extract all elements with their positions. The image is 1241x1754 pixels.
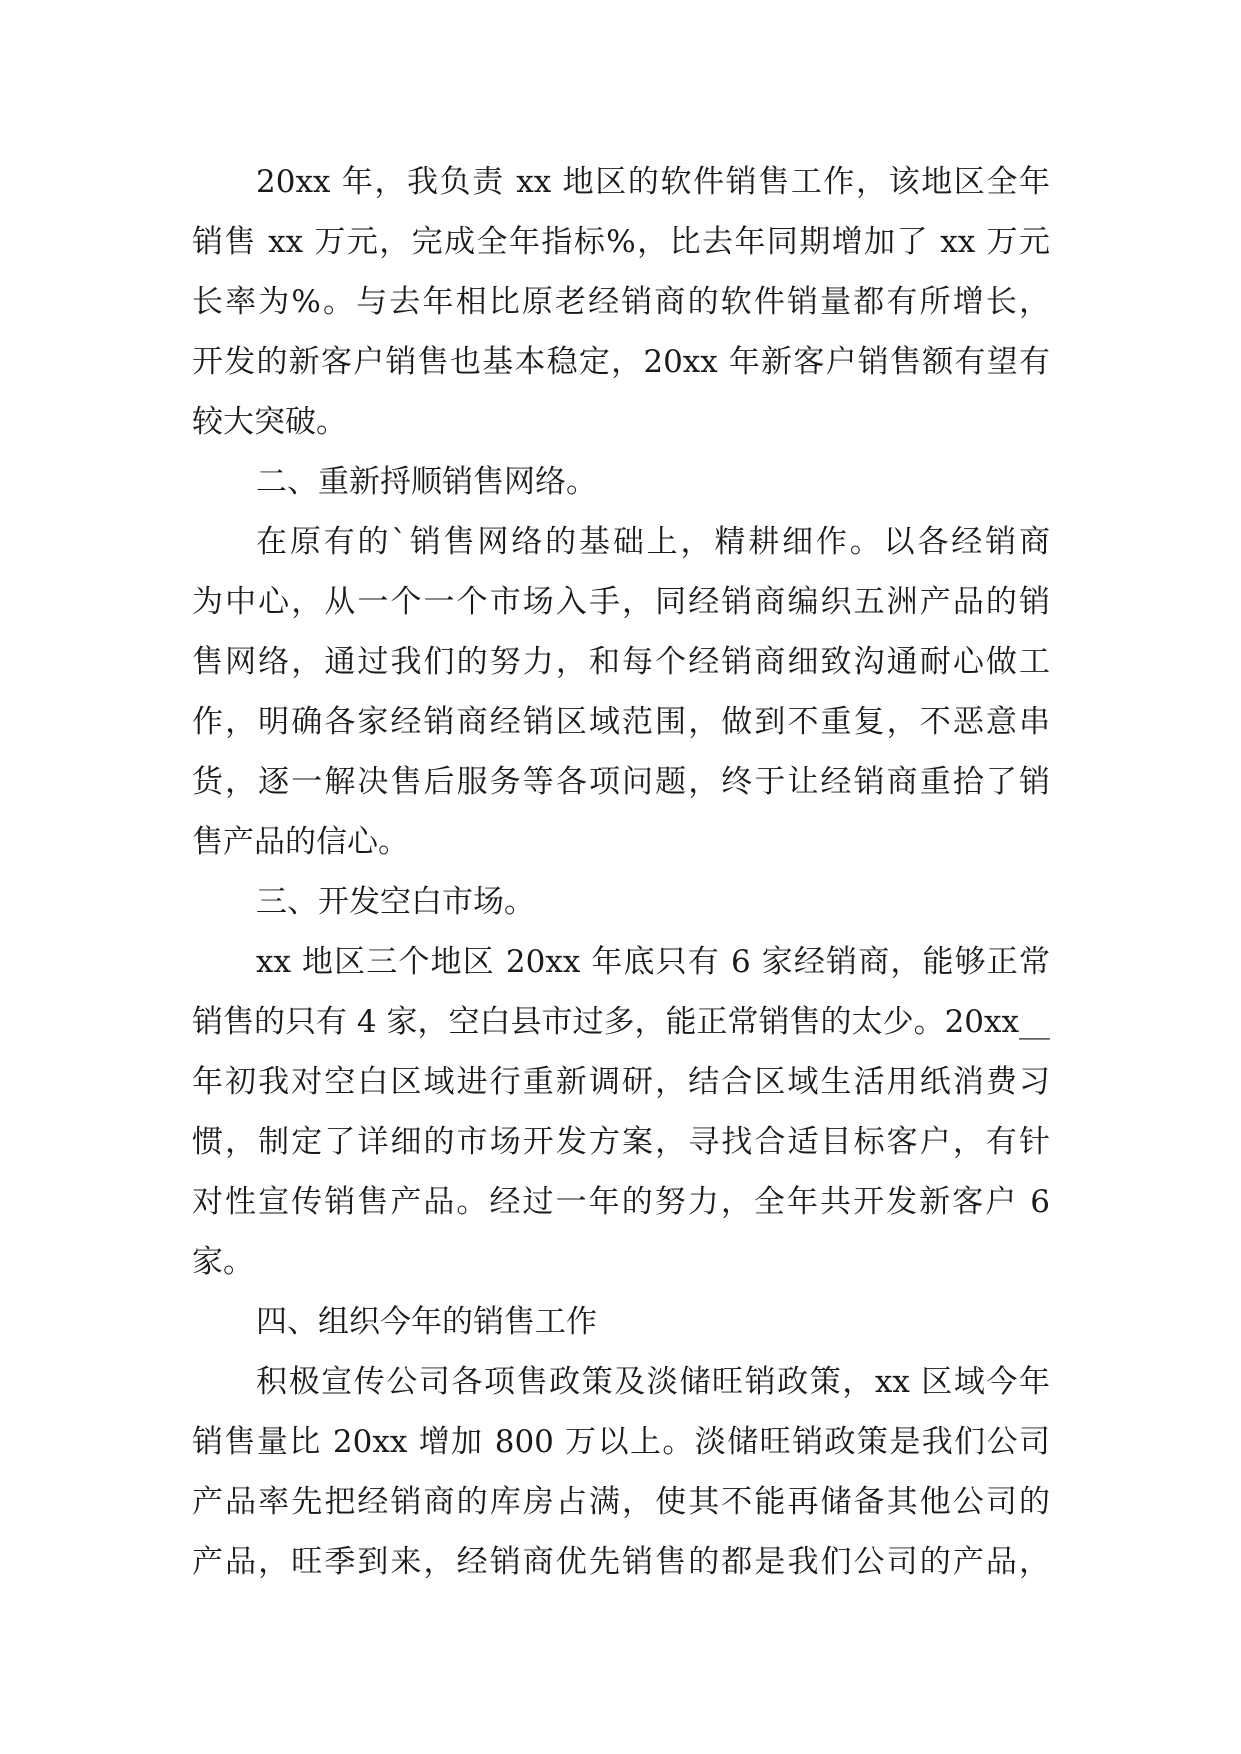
text-line: 长率为%。与去年相比原老经销商的软件销量都有所增长， bbox=[192, 284, 1050, 320]
text-line: 产品率先把经销商的库房占满，使其不能再储备其他公司的 bbox=[192, 1484, 1050, 1520]
paragraph-network bbox=[192, 512, 1050, 872]
section-heading-network bbox=[192, 452, 1050, 512]
section-heading: 四、组织今年的销售工作 bbox=[256, 1304, 597, 1340]
text-line: 作，明确各家经销商经销区域范围，做到不重复，不恶意串 bbox=[192, 704, 1050, 740]
text-line: 年初我对空白区域进行重新调研，结合区域生活用纸消费习 bbox=[192, 1064, 1050, 1100]
section-heading-market bbox=[192, 872, 1050, 932]
text-line: 销售的只有 4 家，空白县市过多，能正常销售的太少。20xx__ bbox=[192, 1004, 1050, 1040]
text-line: 较大突破。 bbox=[192, 404, 347, 440]
text-line: 为中心，从一个一个市场入手，同经销商编织五洲产品的销 bbox=[192, 584, 1050, 620]
text-line: 产品，旺季到来，经销商优先销售的都是我们公司的产品， bbox=[192, 1544, 1050, 1580]
paragraph-summary bbox=[192, 152, 1050, 452]
paragraph-market bbox=[192, 932, 1050, 1292]
text-line: 开发的新客户销售也基本稳定，20xx 年新客户销售额有望有 bbox=[192, 344, 1050, 380]
text-line: 积极宣传公司各项售政策及淡储旺销政策，xx 区域今年 bbox=[256, 1364, 1050, 1400]
section-heading: 二、重新捋顺销售网络。 bbox=[256, 464, 597, 500]
text-line: 售网络，通过我们的努力，和每个经销商细致沟通耐心做工 bbox=[192, 644, 1050, 680]
section-heading: 三、开发空白市场。 bbox=[256, 884, 535, 920]
section-heading-sales bbox=[192, 1292, 1050, 1352]
text-line: 在原有的`销售网络的基础上，精耕细作。以各经销商 bbox=[256, 524, 1050, 560]
text-line: xx 地区三个地区 20xx 年底只有 6 家经销商，能够正常 bbox=[256, 944, 1050, 980]
text-line: 销售量比 20xx 增加 800 万以上。淡储旺销政策是我们公司 bbox=[192, 1424, 1050, 1460]
text-line: 20xx 年，我负责 xx 地区的软件销售工作，该地区全年 bbox=[256, 164, 1050, 200]
text-line: 销售 xx 万元，完成全年指标%，比去年同期增加了 xx 万元 bbox=[192, 224, 1050, 260]
text-line: 家。 bbox=[192, 1244, 254, 1280]
paragraph-sales bbox=[192, 1352, 1050, 1592]
text-line: 惯，制定了详细的市场开发方案，寻找合适目标客户，有针 bbox=[192, 1124, 1050, 1160]
text-line: 货，逐一解决售后服务等各项问题，终于让经销商重拾了销 bbox=[192, 764, 1050, 800]
text-line: 对性宣传销售产品。经过一年的努力，全年共开发新客户 6 bbox=[192, 1184, 1050, 1220]
text-line: 售产品的信心。 bbox=[192, 824, 409, 860]
document-page bbox=[192, 152, 1050, 1592]
